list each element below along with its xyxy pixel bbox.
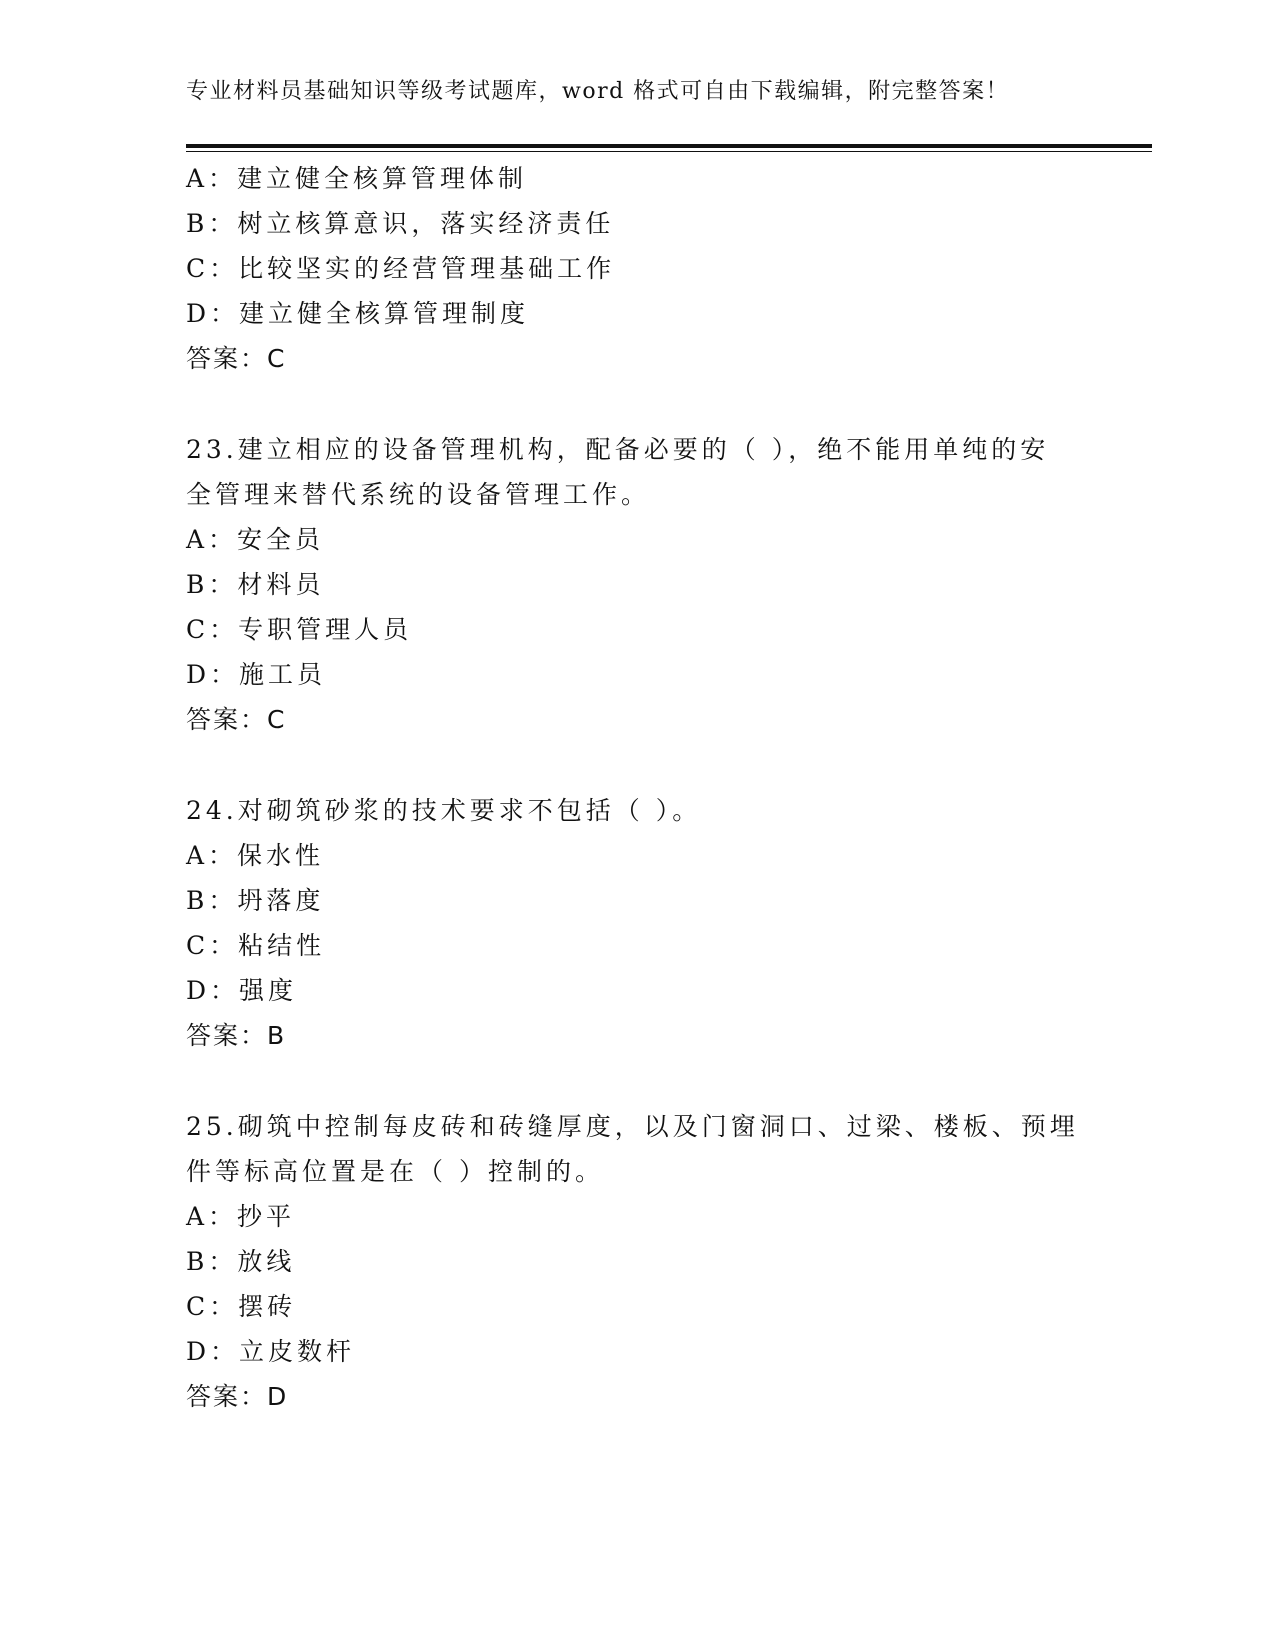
option-a: A：建立健全核算管理体制 (186, 164, 528, 193)
option-c: C：比较坚实的经营管理基础工作 (186, 254, 616, 283)
question-stem: 24.对砌筑砂浆的技术要求不包括（ ）。 (186, 796, 702, 825)
question-list (186, 156, 1106, 1419)
question-stem: 25.砌筑中控制每皮砖和砖缝厚度，以及门窗洞口、过梁、楼板、预埋 (186, 1112, 1079, 1141)
question-block-23 (186, 427, 1106, 742)
question-block-24 (186, 788, 1106, 1058)
option-a: A：保水性 (186, 841, 325, 870)
option-b: B：材料员 (186, 570, 325, 599)
option-b: B：树立核算意识，落实经济责任 (186, 209, 615, 238)
answer-line: 答案：B (186, 1021, 287, 1050)
option-c: C：摆砖 (186, 1292, 297, 1321)
option-a: A：抄平 (186, 1202, 296, 1231)
answer-line: 答案：C (186, 344, 287, 373)
question-block-25 (186, 1104, 1106, 1419)
option-d: D：强度 (186, 976, 298, 1005)
header-rule-thin (186, 151, 1152, 152)
option-d: D：施工员 (186, 660, 327, 689)
option-d: D：立皮数杆 (186, 1337, 356, 1366)
spacer (186, 381, 1106, 427)
spacer (186, 1058, 1106, 1104)
option-c: C：专职管理人员 (186, 615, 413, 644)
question-stem-continued: 全管理来替代系统的设备管理工作。 (186, 480, 651, 509)
option-b: B：放线 (186, 1247, 296, 1276)
question-stem-continued: 件等标高位置是在（ ）控制的。 (186, 1157, 604, 1186)
option-a: A：安全员 (186, 525, 325, 554)
option-b: B：坍落度 (186, 886, 325, 915)
answer-line: 答案：C (186, 705, 287, 734)
header-rule (186, 144, 1152, 148)
page-header: 专业材料员基础知识等级考试题库，word 格式可自由下载编辑，附完整答案！ (186, 79, 1010, 104)
spacer (186, 742, 1106, 788)
question-block-22 (186, 156, 1106, 381)
question-stem: 23.建立相应的设备管理机构，配备必要的（ ），绝不能用单纯的安 (186, 435, 1050, 464)
answer-line: 答案：D (186, 1382, 289, 1411)
option-d: D：建立健全核算管理制度 (186, 299, 530, 328)
option-c: C：粘结性 (186, 931, 326, 960)
